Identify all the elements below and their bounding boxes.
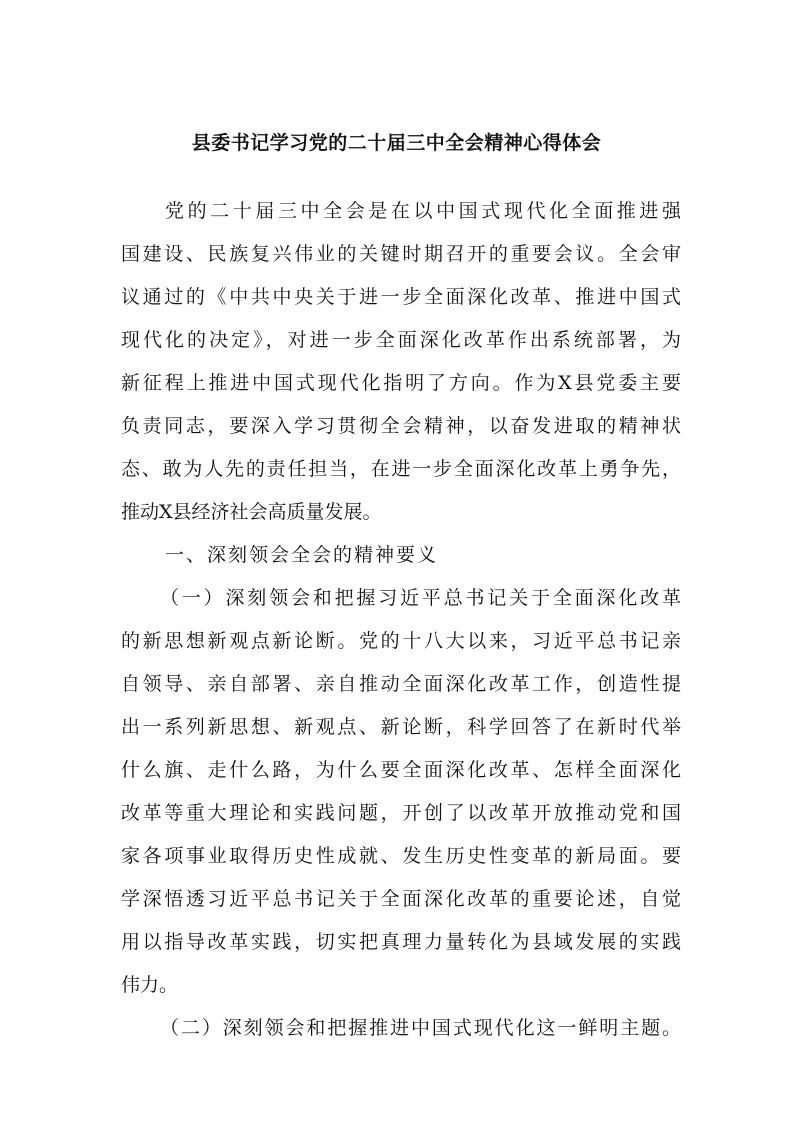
paragraph-line: 伟力。 — [121, 974, 179, 996]
paragraph-line: 自领导、亲自部署、亲自推动全面深化改革工作，创造性提 — [121, 673, 681, 695]
document-title: 县委书记学习党的二十届三中全会精神心得体会 — [191, 132, 602, 154]
section-heading: 一、深刻领会全会的精神要义 — [165, 544, 439, 566]
paragraph-line: （二）深刻领会和把握推进中国式现代化这一鲜明主题。 — [160, 1017, 681, 1039]
paragraph-line: 现代化的决定》，对进一步全面深化改革作出系统部署，为 — [121, 329, 681, 351]
paragraph-line: （一）深刻领会和把握习近平总书记关于全面深化改革 — [160, 587, 681, 609]
paragraph-line: 出一系列新思想、新观点、新论断，科学回答了在新时代举 — [121, 716, 681, 738]
paragraph-line: 用以指导改革实践，切实把真理力量转化为县域发展的实践 — [121, 931, 681, 953]
paragraph-line: 什么旗、走什么路，为什么要全面深化改革、怎样全面深化 — [121, 759, 681, 781]
paragraph-line: 改革等重大理论和实践问题，开创了以改革开放推动党和国 — [121, 802, 681, 824]
paragraph-line: 党的二十届三中全会是在以中国式现代化全面推进强 — [165, 200, 681, 222]
paragraph-line: 负责同志，要深入学习贯彻全会精神，以奋发进取的精神状 — [121, 415, 681, 437]
paragraph-line: 的新思想新观点新论断。党的十八大以来，习近平总书记亲 — [121, 630, 681, 652]
paragraph-line: 议通过的《中共中央关于进一步全面深化改革、推进中国式 — [121, 286, 681, 308]
paragraph-line: 态、敢为人先的责任担当，在进一步全面深化改革上勇争先， — [121, 458, 681, 480]
paragraph-line: 推动X县经济社会高质量发展。 — [121, 501, 382, 523]
paragraph-line: 学深悟透习近平总书记关于全面深化改革的重要论述，自觉 — [121, 888, 681, 910]
paragraph-line: 国建设、民族复兴伟业的关键时期召开的重要会议。全会审 — [121, 243, 681, 265]
paragraph-line: 新征程上推进中国式现代化指明了方向。作为X县党委主要 — [121, 372, 681, 394]
paragraph-line: 家各项事业取得历史性成就、发生历史性变革的新局面。要 — [121, 845, 681, 867]
